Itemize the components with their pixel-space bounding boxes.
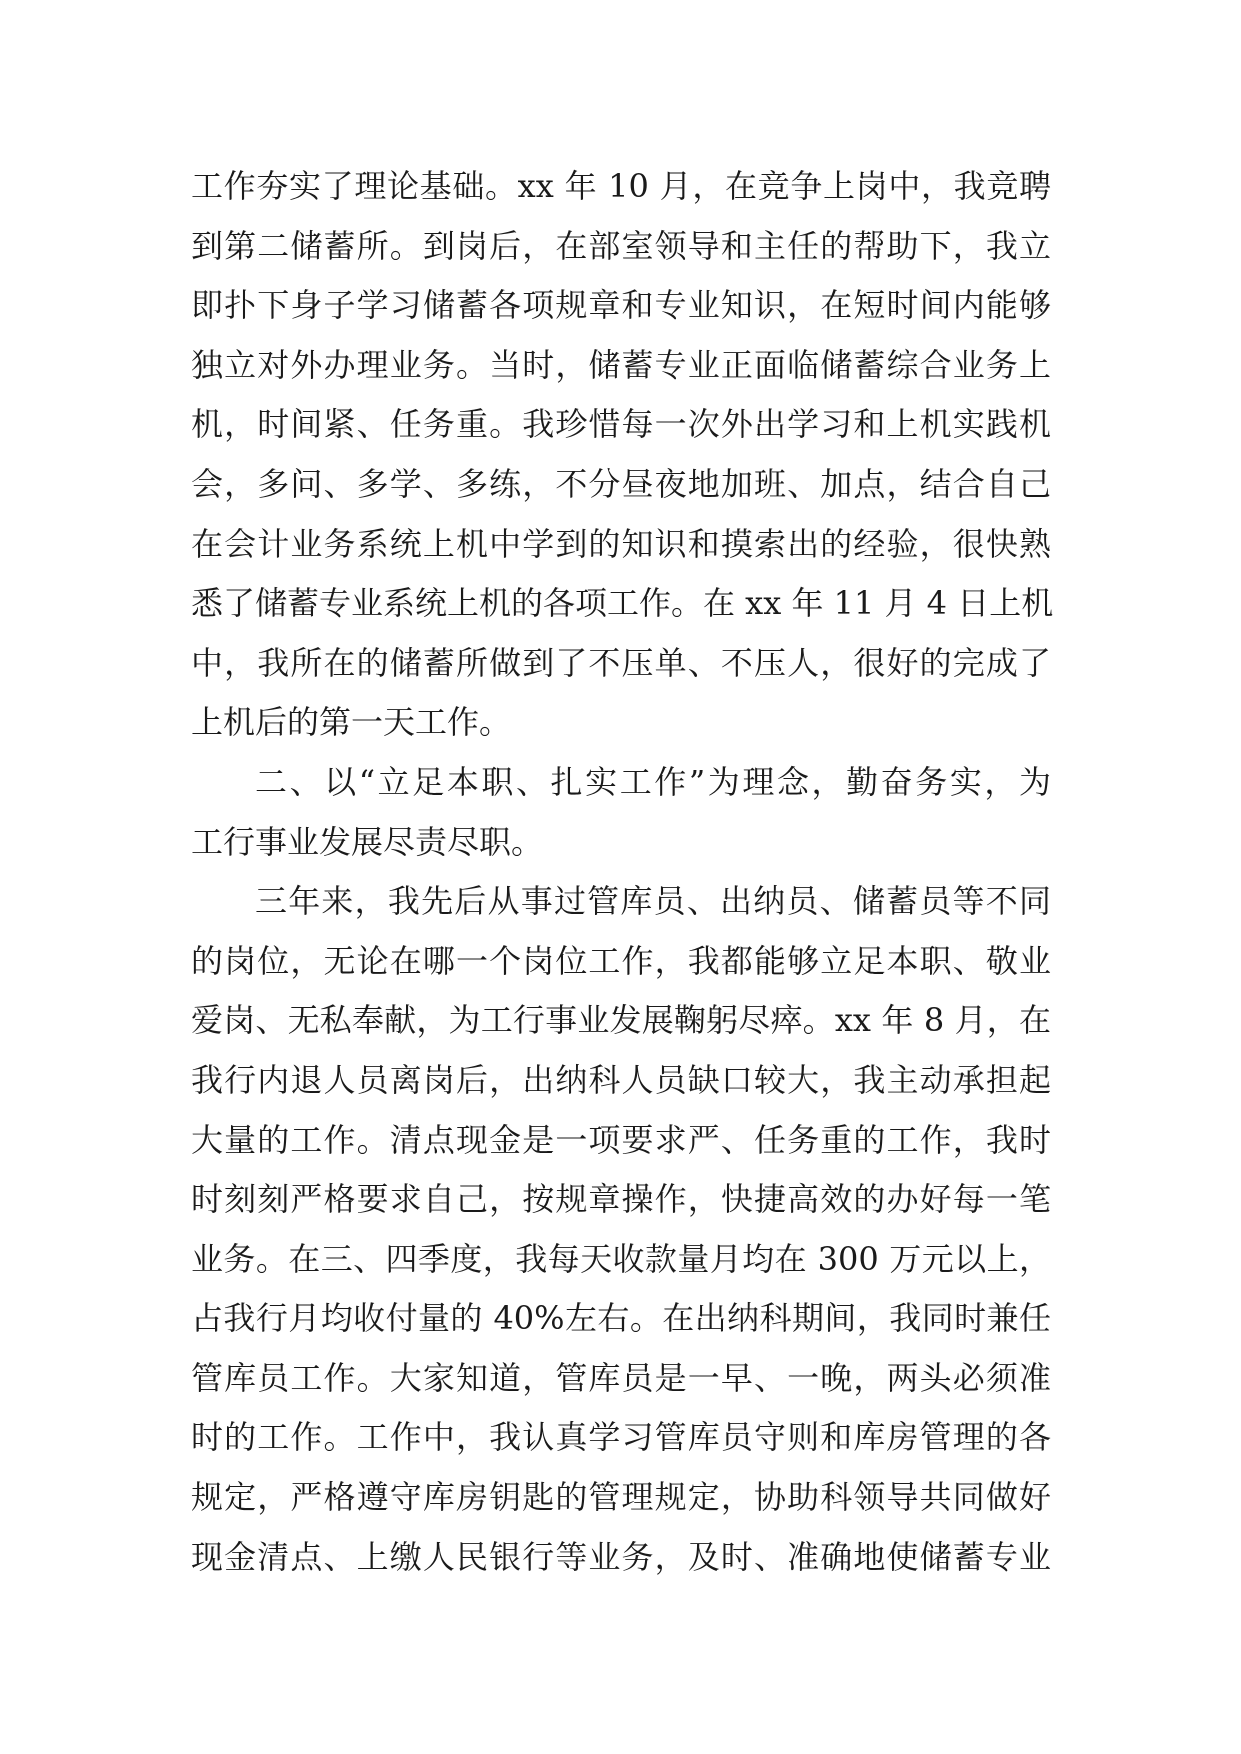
section-heading-line: 二、以“立足本职、扎实工作”为理念，勤奋务实，为 [255,762,1051,801]
text-line: 会，多问、多学、多练，不分昼夜地加班、加点，结合自己 [191,464,1051,503]
body-text [191,157,1054,1587]
text-line: 大量的工作。清点现金是一项要求严、任务重的工作，我时 [191,1120,1051,1159]
text-line: 独立对外办理业务。当时，储蓄专业正面临储蓄综合业务上 [191,345,1051,384]
section-heading-line: 工行事业发展尽责尽职。 [191,822,544,861]
text-line: 工作夯实了理论基础。xx 年 10 月，在竞争上岗中，我竞聘 [191,167,1051,205]
text-line: 管库员工作。大家知道，管库员是一早、一晚，两头必须准 [191,1358,1051,1397]
text-line: 到第二储蓄所。到岗后，在部室领导和主任的帮助下，我立 [191,226,1051,265]
text-line: 现金清点、上缴人民银行等业务，及时、准确地使储蓄专业 [191,1537,1051,1576]
text-line: 上机后的第一天工作。 [191,703,512,742]
text-line: 的岗位，无论在哪一个岗位工作，我都能够立足本职、敬业 [191,941,1051,980]
text-line: 占我行月均收付量的 40%左右。在出纳科期间，我同时兼任 [191,1299,1051,1338]
text-line: 爱岗、无私奉献，为工行事业发展鞠躬尽瘁。xx 年 8 月，在 [191,1001,1051,1040]
text-line: 时的工作。工作中，我认真学习管库员守则和库房管理的各 [191,1418,1051,1457]
text-line: 即扑下身子学习储蓄各项规章和专业知识，在短时间内能够 [191,286,1051,325]
text-line: 我行内退人员离岗后，出纳科人员缺口较大，我主动承担起 [191,1060,1051,1099]
text-line: 业务。在三、四季度，我每天收款量月均在 300 万元以上， [191,1239,1051,1278]
text-line: 悉了储蓄专业系统上机的各项工作。在 xx 年 11 月 4 日上机 [191,584,1054,623]
text-line: 在会计业务系统上机中学到的知识和摸索出的经验，很快熟 [191,524,1051,563]
text-line: 中，我所在的储蓄所做到了不压单、不压人，很好的完成了 [191,643,1051,682]
text-line: 机，时间紧、任务重。我珍惜每一次外出学习和上机实践机 [191,405,1051,444]
text-line: 规定，严格遵守库房钥匙的管理规定，协助科领导共同做好 [191,1478,1051,1517]
text-line: 三年来，我先后从事过管库员、出纳员、储蓄员等不同 [255,882,1051,921]
text-line: 时刻刻严格要求自己，按规章操作，快捷高效的办好每一笔 [191,1180,1051,1219]
